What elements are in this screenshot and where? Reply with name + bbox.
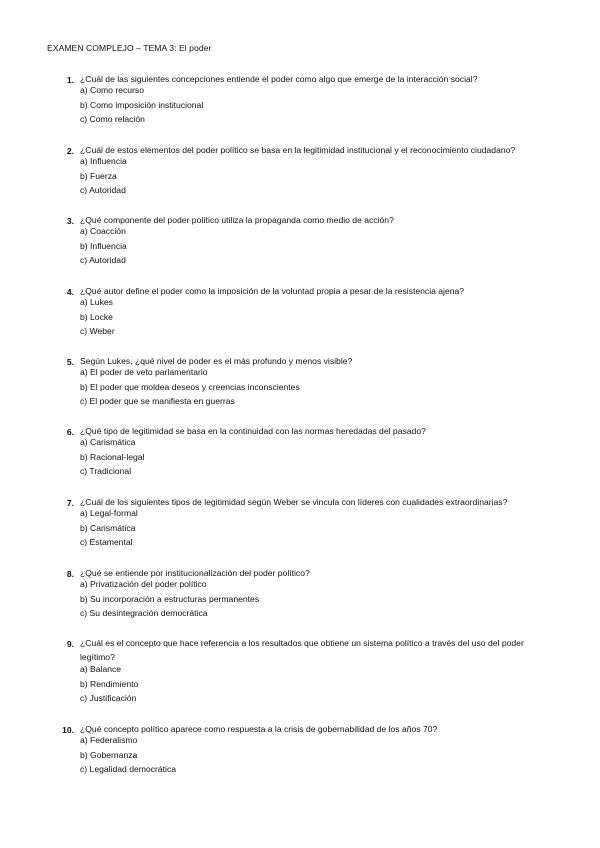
question-number: 2. — [66, 146, 74, 156]
question-number: 8. — [66, 569, 74, 579]
answer-options — [80, 435, 145, 479]
answer-option-c: c) Estamental — [80, 537, 133, 548]
answer-option-a: a) Balance — [80, 664, 122, 674]
question-number: 3. — [66, 216, 74, 226]
answer-option-a: a) Privatización del poder político — [80, 579, 207, 589]
answer-option-b: b) Gobernanza — [80, 749, 138, 760]
question-text: ¿Qué se entiende por institucionalización del poder político? — [80, 568, 310, 578]
answer-option-a: a) Influencia — [80, 156, 127, 166]
question-text: Según Lukes, ¿qué nivel de poder es el más profundo y menos visible? — [80, 356, 353, 366]
answer-option-b: b) Rendimiento — [80, 678, 139, 689]
answer-option-c: c) Justificación — [80, 693, 137, 704]
question-text: ¿Cuál de los siguientes tipos de legitimidad según Weber se vincula con líderes con cualidades extraordinarias? — [80, 497, 508, 507]
answer-options — [80, 295, 115, 339]
answer-option-a: a) Como recurso — [80, 85, 144, 95]
answer-option-c: c) Autoridad — [80, 185, 126, 196]
answer-option-b: b) Influencia — [80, 240, 127, 251]
answer-option-b: b) Fuerza — [80, 170, 117, 181]
question-text: ¿Qué componente del poder político utiliza la propaganda como medio de acción? — [80, 215, 394, 225]
answer-options — [80, 662, 138, 706]
answer-option-c: c) Autoridad — [80, 255, 126, 266]
answer-options — [80, 154, 127, 198]
answer-option-b: b) Racional-legal — [80, 451, 145, 462]
question-text: ¿Cuál de las siguientes concepciones entiende el poder como algo que emerge de la interacción social? — [80, 74, 478, 84]
answer-option-c: c) Legalidad democrática — [80, 764, 177, 775]
answer-option-a: a) Carismática — [80, 437, 136, 447]
answer-options — [80, 83, 203, 127]
question-number: 9. — [66, 639, 74, 649]
answer-options — [80, 577, 259, 621]
answer-option-b: b) Como imposición institucional — [80, 99, 204, 110]
question-text: ¿Cuál de estos elementos del poder político se basa en la legitimidad institucional y el reconocimiento ciudadano? — [80, 145, 516, 155]
question-number: 1. — [66, 75, 74, 85]
answer-options — [80, 224, 127, 268]
exam-title: EXAMEN COMPLEJO – TEMA 3: El poder — [47, 43, 212, 53]
question-number: 6. — [66, 427, 74, 437]
answer-option-c: c) El poder que se manifiesta en guerras — [80, 396, 235, 407]
answer-option-c: c) Su desintegración democrática — [80, 608, 208, 619]
answer-option-c: c) Weber — [80, 326, 115, 337]
answer-option-b: b) Locke — [80, 311, 113, 322]
answer-option-c: c) Como relación — [80, 114, 145, 125]
answer-option-b: b) Carismática — [80, 522, 136, 533]
question-number: 7. — [66, 498, 74, 508]
answer-option-c: c) Tradicional — [80, 466, 132, 477]
question-text: ¿Qué autor define el poder como la imposición de la voluntad propia a pesar de la resistencia ajena? — [80, 286, 465, 296]
question-text: ¿Qué concepto político aparece como respuesta a la crisis de gobernabilidad de los años 70? — [80, 724, 438, 734]
question-number: 4. — [66, 287, 74, 297]
answer-options — [80, 506, 138, 550]
answer-option-a: a) Coacción — [80, 226, 126, 236]
answer-options — [80, 365, 300, 409]
question-text: ¿Cuál es el concepto que hace referencia a los resultados que obtiene un sistema político a través del uso del poder legítimo? — [80, 638, 524, 663]
answer-option-b: b) Su incorporación a estructuras permanentes — [80, 593, 260, 604]
answer-options — [80, 733, 176, 777]
answer-option-a: a) Federalismo — [80, 735, 138, 745]
answer-option-a: a) El poder de veto parlamentario — [80, 367, 208, 377]
answer-option-a: a) Legal-formal — [80, 508, 138, 518]
question-number: 5. — [66, 357, 74, 367]
question-number: 10. — [62, 725, 74, 735]
answer-option-a: a) Lukes — [80, 297, 113, 307]
question-text: ¿Qué tipo de legitimidad se basa en la continuidad con las normas heredadas del pasado? — [80, 426, 426, 436]
answer-option-b: b) El poder que moldea deseos y creencias inconscientes — [80, 381, 300, 392]
